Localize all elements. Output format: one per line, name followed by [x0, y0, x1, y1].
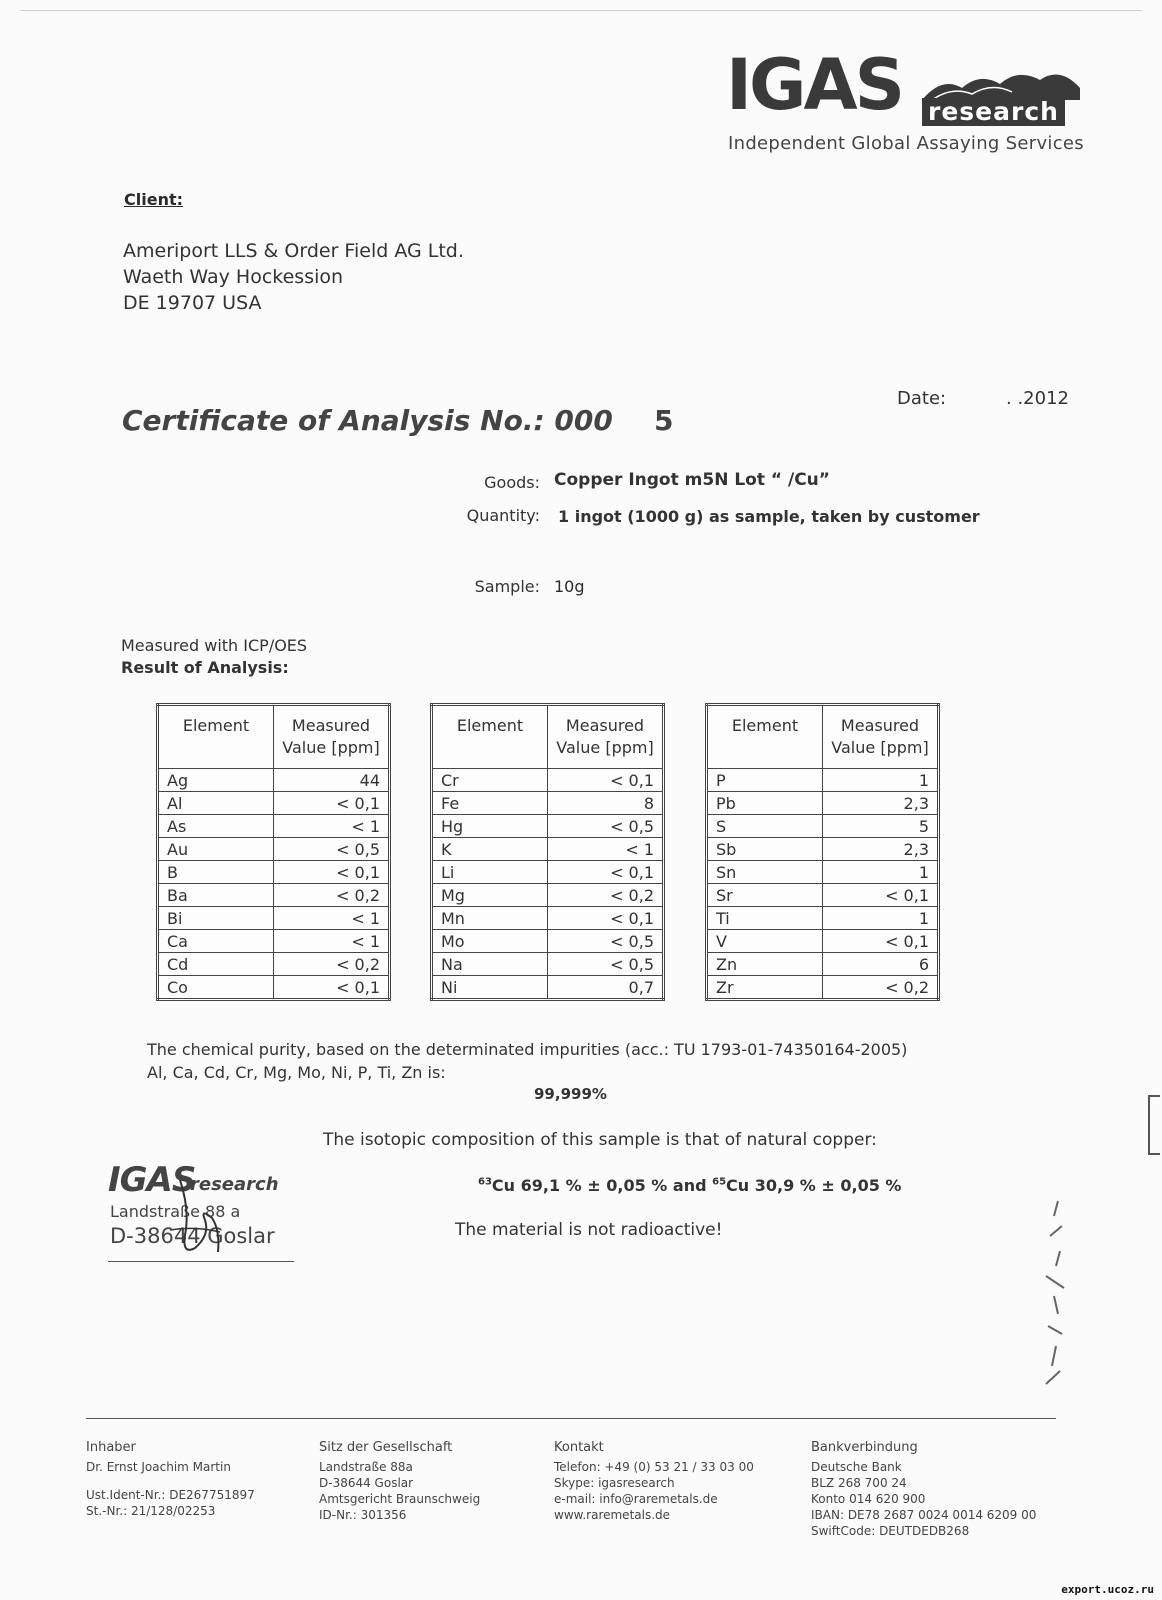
quantity-label: Quantity: [466, 506, 540, 525]
footer-divider [86, 1418, 1056, 1419]
header-measured-line1: Measured [291, 716, 371, 736]
element-symbol: Sb [707, 838, 823, 861]
measured-value: 5 [823, 815, 939, 838]
measured-value: < 0,2 [823, 976, 939, 1000]
certificate-number-suffix: 5 [654, 404, 674, 437]
element-symbol: Bi [158, 907, 274, 930]
result-heading: Result of Analysis: [121, 658, 289, 677]
footer-line: e-mail: info@raremetals.de [554, 1492, 718, 1506]
header-element: Element [158, 705, 274, 769]
footer-line: SwiftCode: DEUTDEDB268 [811, 1524, 970, 1538]
table-row [707, 930, 939, 953]
header-measured-line2: Value [ppm] [556, 738, 654, 757]
logo-tagline: Independent Global Assaying Services [728, 133, 1084, 154]
measured-value: < 1 [274, 907, 390, 930]
sample-label: Sample: [474, 577, 540, 596]
element-table-1 [156, 703, 391, 1001]
footer-heading: Bankverbindung [811, 1440, 918, 1455]
element-symbol: S [707, 815, 823, 838]
table-row [158, 838, 390, 861]
footer-line: D-38644 Goslar [319, 1476, 414, 1490]
element-symbol: Sr [707, 884, 823, 907]
element-symbol: B [158, 861, 274, 884]
element-table-3 [705, 703, 940, 1001]
table-row [432, 884, 664, 907]
table-row [158, 792, 390, 815]
footer-line: Amtsgericht Braunschweig [319, 1492, 481, 1506]
table-row [432, 976, 664, 1000]
table-row [707, 884, 939, 907]
measured-value: < 0,1 [823, 930, 939, 953]
measured-value: < 0,1 [548, 907, 664, 930]
element-symbol: Zn [707, 953, 823, 976]
measured-value: < 0,1 [823, 884, 939, 907]
date-label: Date: [897, 388, 947, 409]
footer-line: www.raremetals.de [554, 1508, 671, 1522]
client-street: Waeth Way Hockession [123, 266, 344, 288]
isotope-63-value: Cu 69,1 % ± 0,05 % and [491, 1176, 713, 1195]
table-row [158, 976, 390, 1000]
measured-value: 2,3 [823, 792, 939, 815]
purity-value: 99,999% [534, 1085, 607, 1103]
footer-line: Konto 014 620 900 [811, 1492, 926, 1506]
header-measured-line2: Value [ppm] [282, 738, 380, 757]
table-header-row [158, 705, 390, 769]
table-row [432, 907, 664, 930]
footer-contact [554, 1440, 754, 1523]
measurement-method: Measured with ICP/OES [121, 636, 308, 655]
measured-value: < 0,1 [274, 861, 390, 884]
header-measured-line1: Measured [840, 716, 920, 736]
isotope-65-mass: 65 [712, 1176, 727, 1188]
client-heading: Client: [124, 190, 183, 209]
top-edge-line [20, 10, 1142, 11]
element-symbol: Cr [432, 769, 548, 792]
element-symbol: Fe [432, 792, 548, 815]
table-row [432, 838, 664, 861]
footer-line: Telefon: +49 (0) 53 21 / 33 03 00 [554, 1460, 754, 1474]
measured-value: 1 [823, 861, 939, 884]
footer-line: ID-Nr.: 301356 [319, 1508, 407, 1522]
element-symbol: As [158, 815, 274, 838]
measured-value: < 0,2 [548, 884, 664, 907]
isotopic-statement: The isotopic composition of this sample is that of natural copper: [323, 1130, 877, 1150]
element-symbol: Ba [158, 884, 274, 907]
isotope-63-mass: 63 [478, 1176, 492, 1188]
footer-line: Dr. Ernst Joachim Martin [86, 1460, 231, 1474]
measured-value: 8 [548, 792, 664, 815]
header-measured-value [823, 705, 939, 769]
table-row [432, 953, 664, 976]
element-symbol: Al [158, 792, 274, 815]
client-city: DE 19707 USA [123, 292, 262, 314]
stamp-underline [108, 1261, 294, 1262]
table-row [707, 838, 939, 861]
table-header-row [707, 705, 939, 769]
certificate-title: Certificate of Analysis No.: 000 [122, 404, 613, 437]
footer-bank [811, 1440, 1036, 1539]
header-element: Element [707, 705, 823, 769]
element-symbol: Ti [707, 907, 823, 930]
table-row [707, 815, 939, 838]
measured-value: < 0,1 [274, 792, 390, 815]
footer-line: BLZ 268 700 24 [811, 1476, 907, 1490]
stamp-address: Landstraße 88 a [110, 1202, 241, 1221]
date-value: . .2012 [1006, 388, 1069, 409]
element-symbol: Mn [432, 907, 548, 930]
purity-elements: Al, Ca, Cd, Cr, Mg, Mo, Ni, P, Ti, Zn is: [147, 1063, 446, 1082]
table-row [707, 953, 939, 976]
table-row [707, 907, 939, 930]
table-row [432, 861, 664, 884]
radioactivity-statement: The material is not radioactive! [455, 1220, 723, 1240]
element-symbol: Li [432, 861, 548, 884]
goods-label: Goods: [484, 473, 540, 492]
element-symbol: Co [158, 976, 274, 1000]
footer-line: Skype: igasresearch [554, 1476, 675, 1490]
stamp-city: D-38644 Goslar [110, 1224, 275, 1248]
measured-value: < 1 [274, 930, 390, 953]
isotope-65-value: Cu 30,9 % ± 0,05 % [726, 1176, 902, 1195]
footer-heading: Inhaber [86, 1440, 136, 1455]
measured-value: 2,3 [823, 838, 939, 861]
header-measured-value [548, 705, 664, 769]
element-table-2 [430, 703, 665, 1001]
footer-line: IBAN: DE78 2687 0024 0014 6209 00 [811, 1508, 1037, 1522]
table-header-row [432, 705, 664, 769]
measured-value: 6 [823, 953, 939, 976]
footer-registered-office [319, 1440, 480, 1523]
header-measured-line1: Measured [565, 716, 645, 736]
table-row [158, 953, 390, 976]
table-row [158, 907, 390, 930]
footer-heading: Kontakt [554, 1440, 604, 1455]
measured-value: < 0,5 [548, 930, 664, 953]
purity-statement: The chemical purity, based on the determinated impurities (acc.: TU 1793-01-74350164-2005) [147, 1040, 908, 1059]
footer-heading: Sitz der Gesellschaft [319, 1440, 453, 1455]
measured-value: < 0,1 [548, 861, 664, 884]
element-symbol: Ca [158, 930, 274, 953]
measured-value: < 0,5 [548, 953, 664, 976]
table-row [707, 861, 939, 884]
table-row [158, 815, 390, 838]
element-symbol: Au [158, 838, 274, 861]
measured-value: < 0,1 [274, 976, 390, 1000]
header-measured-line2: Value [ppm] [831, 738, 929, 757]
table-row [432, 930, 664, 953]
client-name: Ameriport LLS & Order Field AG Ltd. [123, 240, 464, 262]
quantity-value: 1 ingot (1000 g) as sample, taken by customer [558, 507, 980, 526]
table-row [707, 769, 939, 792]
table-row [707, 792, 939, 815]
table-row [158, 884, 390, 907]
measured-value: < 0,5 [548, 815, 664, 838]
measured-value: < 0,2 [274, 953, 390, 976]
watermark: export.ucoz.ru [1061, 1583, 1154, 1596]
stamp-wordmark: IGAS [108, 1160, 196, 1200]
measured-value: 0,7 [548, 976, 664, 1000]
measured-value: 1 [823, 769, 939, 792]
table-row [707, 976, 939, 1000]
logo-wordmark: IGAS [726, 44, 903, 126]
footer-line: Deutsche Bank [811, 1460, 902, 1474]
element-symbol: Sn [707, 861, 823, 884]
element-symbol: Mg [432, 884, 548, 907]
element-symbol: Ni [432, 976, 548, 1000]
edge-bracket [1148, 1095, 1160, 1155]
element-symbol: Mo [432, 930, 548, 953]
table-row [432, 792, 664, 815]
footer-line: Ust.Ident-Nr.: DE267751897 [86, 1488, 255, 1502]
measured-value: < 1 [548, 838, 664, 861]
footer-gap [86, 1475, 255, 1487]
element-symbol: P [707, 769, 823, 792]
header-measured-value [274, 705, 390, 769]
measured-value: < 0,1 [548, 769, 664, 792]
table-row [158, 861, 390, 884]
element-symbol: Hg [432, 815, 548, 838]
sample-value: 10g [554, 577, 585, 596]
element-symbol: Ag [158, 769, 274, 792]
table-row [432, 769, 664, 792]
margin-scribble-icon [1036, 1196, 1076, 1386]
measured-value: 1 [823, 907, 939, 930]
stamp-research: research [190, 1174, 279, 1195]
signature-icon [150, 1180, 260, 1260]
element-symbol: Pb [707, 792, 823, 815]
igas-logo [726, 44, 1086, 158]
measured-value: < 1 [274, 815, 390, 838]
footer-owner [86, 1440, 255, 1519]
measured-value: < 0,2 [274, 884, 390, 907]
logo-research-badge: research [922, 98, 1065, 126]
element-symbol: K [432, 838, 548, 861]
table-row [158, 930, 390, 953]
element-symbol: V [707, 930, 823, 953]
table-row [158, 769, 390, 792]
footer-line: Landstraße 88a [319, 1460, 413, 1474]
measured-value: < 0,5 [274, 838, 390, 861]
element-symbol: Zr [707, 976, 823, 1000]
footer-line: St.-Nr.: 21/128/02253 [86, 1504, 216, 1518]
goods-value: Copper Ingot m5N Lot “ /Cu” [554, 470, 830, 490]
element-symbol: Na [432, 953, 548, 976]
measured-value: 44 [274, 769, 390, 792]
table-row [432, 815, 664, 838]
logo-hills-icon [922, 66, 1080, 100]
header-element: Element [432, 705, 548, 769]
isotopic-values [478, 1176, 901, 1195]
element-symbol: Cd [158, 953, 274, 976]
